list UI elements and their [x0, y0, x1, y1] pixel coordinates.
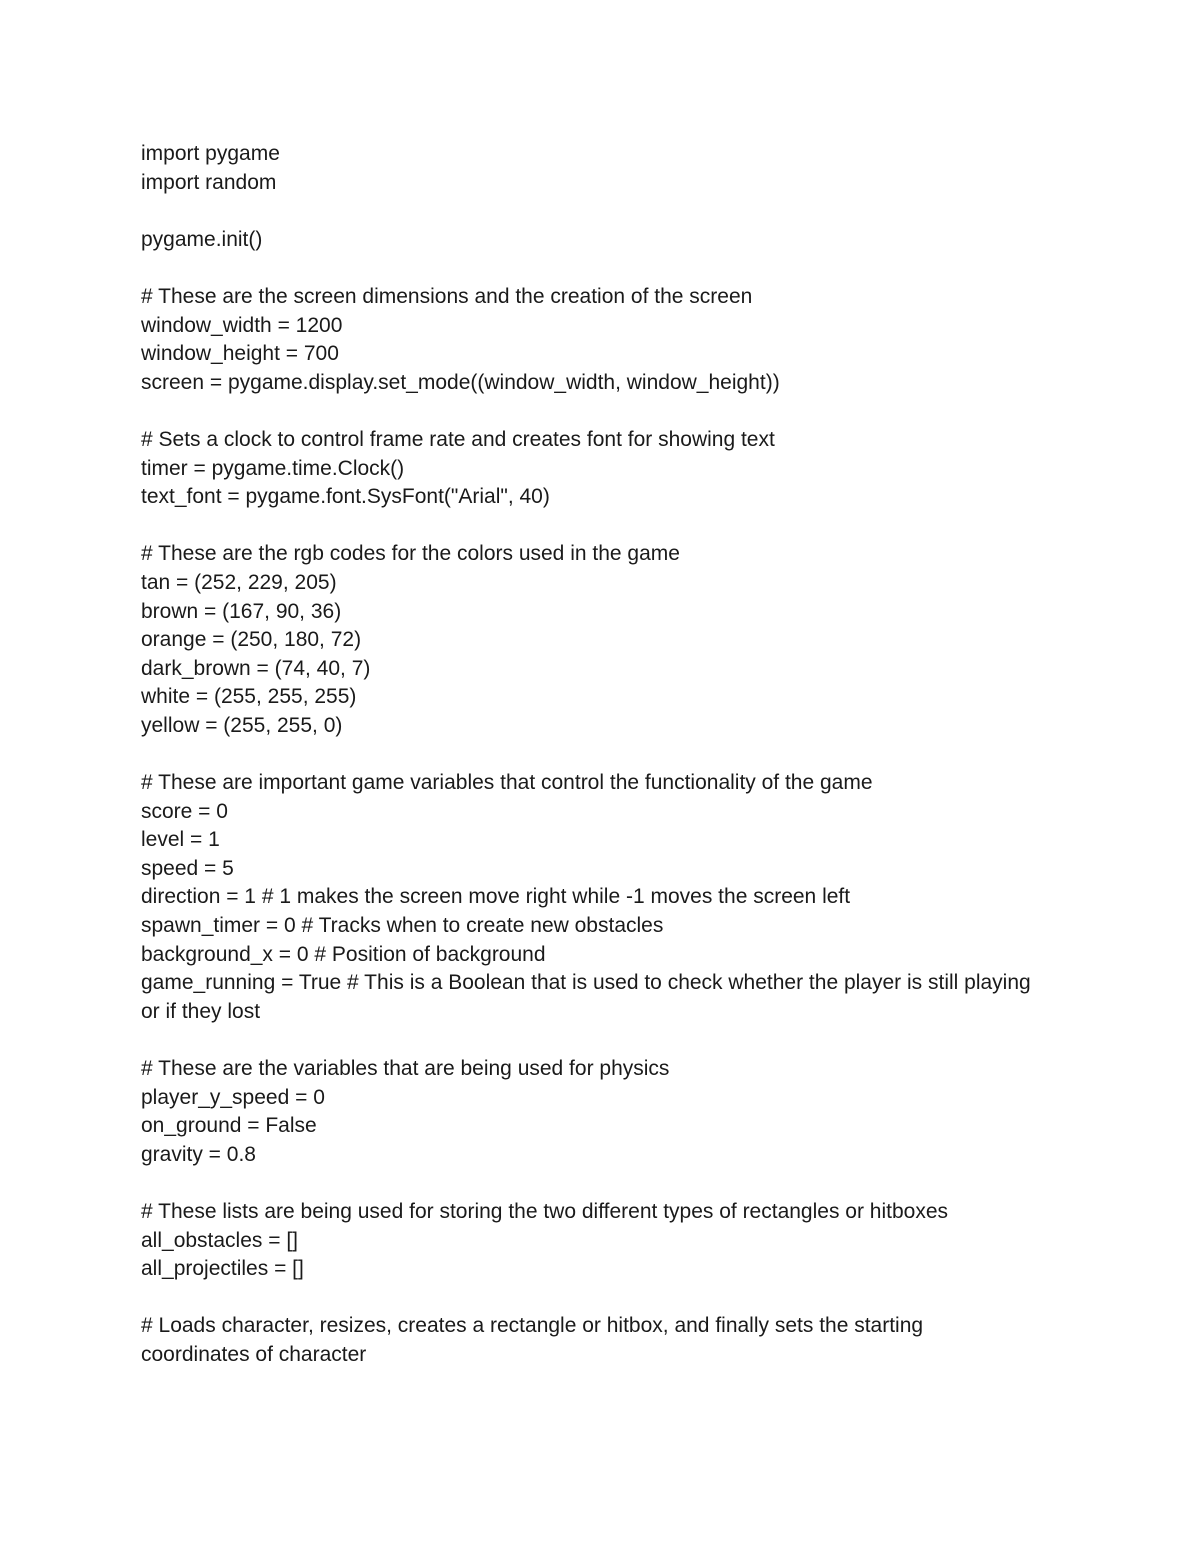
blank-line [141, 1026, 1071, 1055]
code-line: orange = (250, 180, 72) [141, 628, 362, 652]
comment-line: coordinates of character [141, 1342, 367, 1366]
physics-block [141, 1055, 1071, 1169]
code-line: pygame.init() [141, 227, 263, 251]
code-line: yellow = (255, 255, 0) [141, 713, 343, 737]
code-line: text_font = pygame.font.SysFont("Arial", 40) [141, 485, 550, 509]
code-line: screen = pygame.display.set_mode((window_width, window_height)) [141, 370, 780, 394]
code-listing [141, 140, 1071, 1370]
code-line: direction = 1 # 1 makes the screen move right while -1 moves the screen left [141, 885, 851, 909]
comment-line: # These are the variables that are being used for physics [141, 1057, 670, 1080]
blank-line [141, 1169, 1071, 1198]
code-line: spawn_timer = 0 # Tracks when to create new obstacles [141, 914, 664, 938]
imports-block [141, 140, 1071, 197]
clock-font-block [141, 426, 1071, 512]
comment-line: # Loads character, resizes, creates a rectangle or hitbox, and finally sets the starting [141, 1314, 924, 1338]
comment-line: # These are important game variables that control the functionality of the game [141, 771, 873, 795]
code-line: dark_brown = (74, 40, 7) [141, 656, 371, 680]
screen-setup-block [141, 283, 1071, 397]
comment-line: # These are the rgb codes for the colors used in the game [141, 542, 680, 566]
code-line: import pygame [141, 142, 280, 165]
code-line: window_width = 1200 [141, 313, 343, 337]
comment-line: # These lists are being used for storing the two different types of rectangles or hitboxes [141, 1199, 949, 1223]
blank-line [141, 197, 1071, 226]
code-line: brown = (167, 90, 36) [141, 599, 342, 623]
code-line: level = 1 [141, 828, 220, 852]
code-line: import random [141, 170, 277, 194]
comment-line: # Sets a clock to control frame rate and creates font for showing text [141, 427, 775, 451]
code-line: all_projectiles = [] [141, 1257, 304, 1281]
colors-block [141, 540, 1071, 740]
blank-line [141, 254, 1071, 283]
code-line: or if they lost [141, 999, 261, 1023]
code-line: timer = pygame.time.Clock() [141, 456, 405, 480]
code-line: background_x = 0 # Position of background [141, 942, 546, 966]
code-line: all_obstacles = [] [141, 1228, 299, 1252]
game-variables-block [141, 769, 1071, 1026]
lists-block [141, 1198, 1071, 1284]
code-line: on_ground = False [141, 1114, 317, 1138]
code-line: player_y_speed = 0 [141, 1085, 325, 1109]
character-block [141, 1312, 1071, 1369]
blank-line [141, 397, 1071, 426]
code-line: speed = 5 [141, 856, 234, 880]
blank-line [141, 740, 1071, 769]
code-line: score = 0 [141, 799, 228, 823]
code-line: white = (255, 255, 255) [141, 685, 357, 709]
code-line: tan = (252, 229, 205) [141, 570, 337, 594]
comment-line: # These are the screen dimensions and the creation of the screen [141, 284, 753, 308]
init-block [141, 226, 1071, 255]
blank-line [141, 1284, 1071, 1313]
code-line: game_running = True # This is a Boolean that is used to check whether the player is still playing [141, 971, 1031, 995]
code-line: gravity = 0.8 [141, 1142, 256, 1166]
blank-line [141, 512, 1071, 541]
code-line: window_height = 700 [141, 342, 339, 366]
